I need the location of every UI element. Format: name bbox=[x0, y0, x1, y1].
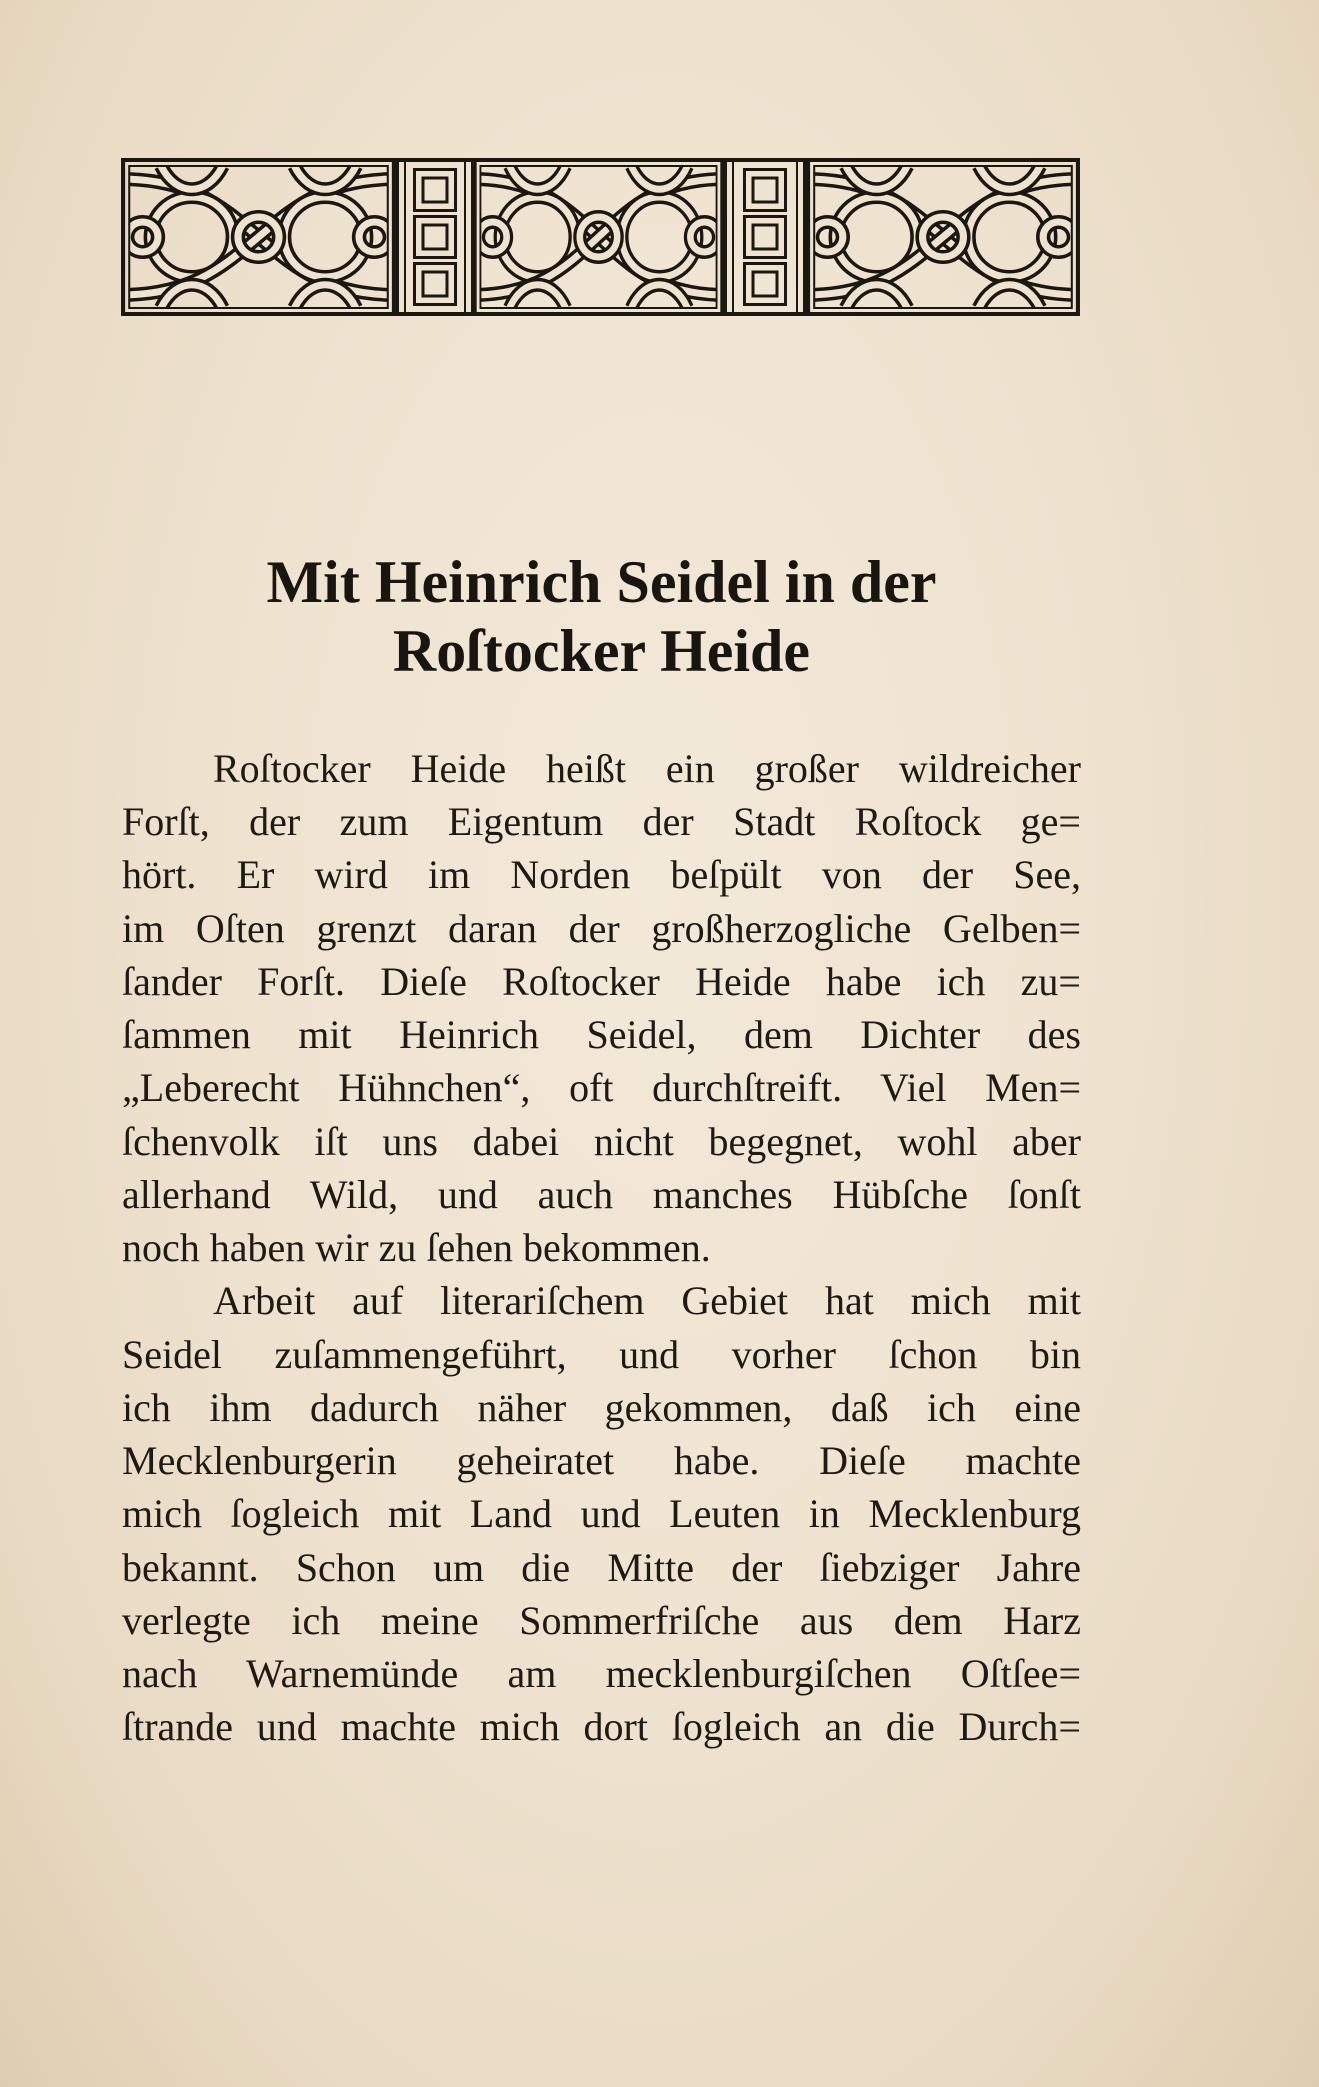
text-line: Arbeit auf literariſchem Gebiet hat mich mit bbox=[213, 1278, 1081, 1324]
text-line: bekannt. Schon um die Mitte der ſiebziger Jahre bbox=[122, 1544, 1081, 1590]
text-line: ich ihm dadurch näher gekommen, daß ich eine bbox=[122, 1384, 1081, 1430]
text-line: Forſt, der zum Eigentum der Stadt Roſtock ge= bbox=[122, 799, 1081, 845]
text-line: ſander Forſt. Dieſe Roſtocker Heide habe ich zu= bbox=[122, 958, 1081, 1004]
text-line: nach Warnemünde am mecklenburgiſchen Oſtſee= bbox=[122, 1650, 1081, 1696]
paragraph bbox=[122, 1274, 1081, 1753]
square-column-right bbox=[725, 160, 805, 314]
text-line: ſammen mit Heinrich Seidel, dem Dichter des bbox=[122, 1012, 1081, 1058]
knot-panel-center bbox=[472, 160, 725, 314]
square-column-left bbox=[397, 160, 473, 314]
text-line: verlegte ich meine Sommerfriſche aus dem Harz bbox=[122, 1597, 1081, 1643]
ornamental-header-band bbox=[120, 157, 1081, 317]
text-line: mich ſogleich mit Land und Leuten in Mecklenburg bbox=[122, 1491, 1081, 1537]
text-line: Mecklenburgerin geheiratet habe. Dieſe machte bbox=[122, 1438, 1081, 1484]
text-line: ſtrande und machte mich dort ſogleich an die Durch= bbox=[122, 1704, 1081, 1750]
text-line: noch haben wir zu ſehen bekommen. bbox=[122, 1225, 711, 1271]
text-line: hört. Er wird im Norden beſpült von der See, bbox=[122, 852, 1081, 898]
text-line: allerhand Wild, und auch manches Hübſche ſonſt bbox=[122, 1171, 1081, 1217]
square-motif bbox=[415, 170, 456, 211]
text-line: „Leberecht Hühnchen“, oft durchſtreift. Viel Men= bbox=[122, 1065, 1081, 1111]
text-line: Seidel zuſammengeführt, und vorher ſchon bin bbox=[122, 1331, 1081, 1377]
text-line: ſchenvolk iſt uns dabei nicht begegnet, wohl aber bbox=[122, 1118, 1081, 1164]
chapter-title-line: Roſtocker Heide bbox=[392, 618, 811, 684]
chapter-title bbox=[122, 548, 1081, 686]
knot-panel-right bbox=[805, 160, 1081, 314]
chapter-title-line: Mit Heinrich Seidel in der bbox=[266, 549, 937, 615]
square-motif bbox=[745, 217, 786, 258]
paragraph bbox=[122, 742, 1081, 1274]
knot-panel-left bbox=[120, 160, 397, 314]
text-line: im Oſten grenzt daran der großherzogliche Gelben= bbox=[122, 905, 1081, 951]
square-motif bbox=[745, 170, 786, 211]
square-motif bbox=[415, 217, 456, 258]
square-motif bbox=[415, 264, 456, 305]
body-text bbox=[122, 742, 1081, 1753]
text-line: Roſtocker Heide heißt ein großer wildreicher bbox=[213, 746, 1081, 791]
square-motif bbox=[745, 264, 786, 305]
